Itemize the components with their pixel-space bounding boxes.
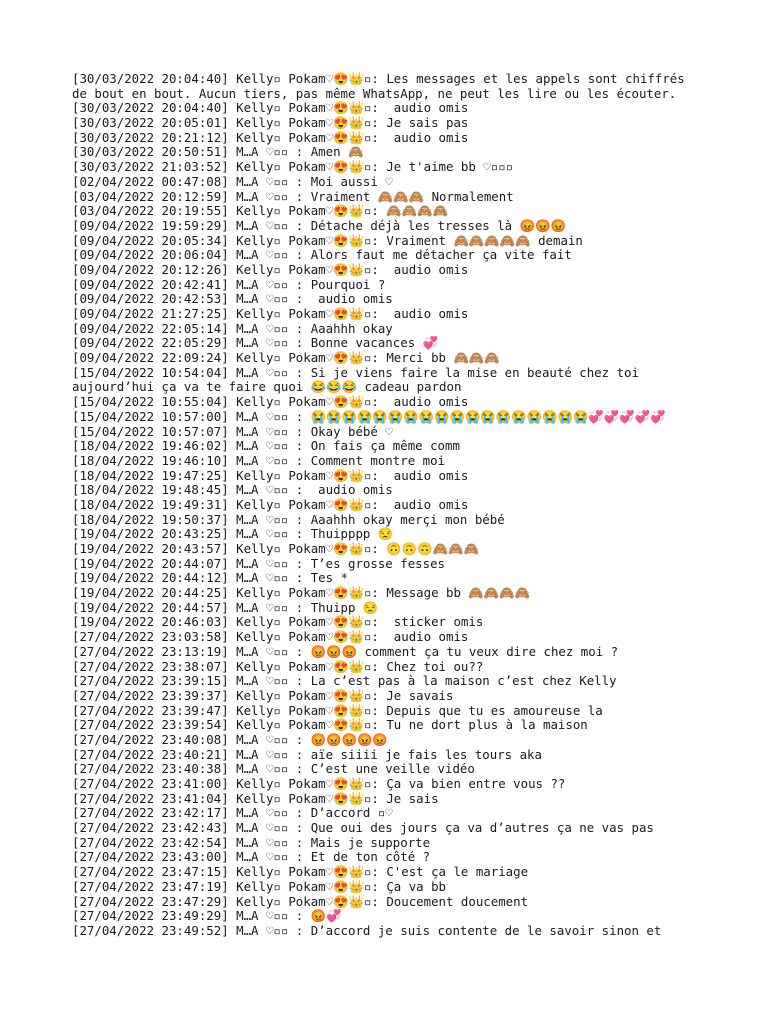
transcript-line: [09/04/2022 20:12:26] Kelly▫ Pokam♡😍👑▫: audio omis <box>72 262 469 277</box>
transcript-line: [18/04/2022 19:49:31] Kelly▫ Pokam♡😍👑▫: audio omis <box>72 497 469 512</box>
transcript-line: [18/04/2022 19:50:37] M…A ♡▫▫ : Aaahhh okay merçi mon bébé <box>72 512 505 527</box>
transcript-line: [30/03/2022 20:05:01] Kelly▫ Pokam♡😍👑▫: Je sais pas <box>72 116 469 131</box>
transcript-line: [19/04/2022 20:44:07] M…A ♡▫▫ : T’es grosse fesses <box>72 556 445 571</box>
transcript-line: [27/04/2022 23:03:58] Kelly▫ Pokam♡😍👑▫: audio omis <box>72 630 469 645</box>
transcript-line: [27/04/2022 23:47:15] Kelly▫ Pokam♡😍👑▫: C'est ça le mariage <box>72 865 529 880</box>
transcript-line: [27/04/2022 23:40:21] M…A ♡▫▫ : aïe siiii je fais les tours aka <box>72 747 542 762</box>
transcript-line: [27/04/2022 23:39:47] Kelly▫ Pokam♡😍👑▫: Depuis que tu es amoureuse la <box>72 703 603 718</box>
transcript-line: [27/04/2022 23:41:04] Kelly▫ Pokam♡😍👑▫: Je sais <box>72 791 439 806</box>
transcript-line: [27/04/2022 23:49:52] M…A ♡▫▫ : D’accord je suis contente de le savoir sinon et <box>72 923 662 938</box>
transcript-line: [27/04/2022 23:42:54] M…A ♡▫▫ : Mais je supporte <box>72 835 431 850</box>
transcript-line: [18/04/2022 19:48:45] M…A ♡▫▫ : audio omis <box>72 483 393 498</box>
transcript-line: [30/03/2022 21:03:52] Kelly▫ Pokam♡😍👑▫: Je t'aime bb ♡▫▫▫ <box>72 160 514 175</box>
transcript-line: [27/04/2022 23:49:29] M…A ♡▫▫ : 😡💞 <box>72 909 342 924</box>
transcript-line: [19/04/2022 20:44:25] Kelly▫ Pokam♡😍👑▫: Message bb 🙈🙈🙈🙈 <box>72 586 531 601</box>
transcript-line: [27/04/2022 23:47:29] Kelly▫ Pokam♡😍👑▫: Doucement doucement <box>72 894 529 909</box>
transcript-line: [09/04/2022 20:05:34] Kelly▫ Pokam♡😍👑▫: Vraiment 🙈🙈🙈🙈🙈 demain <box>72 233 583 248</box>
transcript-line: [27/04/2022 23:42:17] M…A ♡▫▫ : D’accord ▫♡ <box>72 806 393 821</box>
transcript-line: [18/04/2022 19:46:02] M…A ♡▫▫ : On fais ça même comm <box>72 439 460 454</box>
transcript-line: [27/04/2022 23:40:38] M…A ♡▫▫ : C’est une veille vidéo <box>72 762 475 777</box>
transcript-line: [27/04/2022 23:47:19] Kelly▫ Pokam♡😍👑▫: Ça va bb <box>72 879 447 894</box>
transcript-line: [27/04/2022 23:42:43] M…A ♡▫▫ : Que oui des jours ça va d’autres ça ne vas pas <box>72 821 654 836</box>
transcript-line: [09/04/2022 19:59:29] M…A ♡▫▫ : Détache déjà les tresses là 😡😡😡 <box>72 218 566 233</box>
transcript-line: [30/03/2022 20:04:40] Kelly▫ Pokam♡😍👑▫: Les messages et les appels sont chiffrés <box>72 72 685 86</box>
transcript-line: [30/03/2022 20:04:40] Kelly▫ Pokam♡😍👑▫: audio omis <box>72 101 469 116</box>
transcript-line: [27/04/2022 23:39:54] Kelly▫ Pokam♡😍👑▫: Tu ne dort plus à la maison <box>72 718 588 733</box>
transcript-line: aujourd’hui ça va te faire quoi 😂😂😂 cadeau pardon <box>72 380 462 395</box>
transcript-line: [18/04/2022 19:46:10] M…A ♡▫▫ : Comment montre moi <box>72 453 445 468</box>
transcript-line: [19/04/2022 20:43:57] Kelly▫ Pokam♡😍👑▫: 🙃🙃🙃🙈🙈🙈 <box>72 542 479 556</box>
transcript-line: [19/04/2022 20:44:12] M…A ♡▫▫ : Tes * <box>72 571 349 586</box>
transcript-line: [27/04/2022 23:41:00] Kelly▫ Pokam♡😍👑▫: Ça va bien entre vous ?? <box>72 777 566 791</box>
transcript-line: [15/04/2022 10:57:07] M…A ♡▫▫ : Okay bébé ♡ <box>72 424 393 439</box>
transcript-line: [18/04/2022 19:47:25] Kelly▫ Pokam♡😍👑▫: audio omis <box>72 468 469 483</box>
transcript-line: [30/03/2022 20:21:12] Kelly▫ Pokam♡😍👑▫: audio omis <box>72 130 469 145</box>
transcript-line: [09/04/2022 20:42:41] M…A ♡▫▫ : Pourquoi ? <box>72 277 386 292</box>
chat-transcript <box>72 72 700 939</box>
transcript-line: de bout en bout. Aucun tiers, pas même WhatsApp, ne peut les lire ou les écouter. <box>72 86 677 101</box>
transcript-line: [15/04/2022 10:55:04] Kelly▫ Pokam♡😍👑▫: audio omis <box>72 395 469 410</box>
transcript-line: [15/04/2022 10:57:00] M…A ♡▫▫ : 😭😭😭😭😭😭😭😭😭😭😭😭😭😭😭😭😭😭💞💞💞💞💞 <box>72 409 666 424</box>
transcript-line: [30/03/2022 20:50:51] M…A ♡▫▫ : Amen 🙈 <box>72 145 364 160</box>
transcript-line: [27/04/2022 23:43:00] M…A ♡▫▫ : Et de ton côté ? <box>72 850 431 865</box>
transcript-line: [19/04/2022 20:44:57] M…A ♡▫▫ : Thuipp 😒 <box>72 600 379 615</box>
transcript-line: [19/04/2022 20:43:25] M…A ♡▫▫ : Thuipppp 😒 <box>72 527 394 542</box>
transcript-line: [27/04/2022 23:38:07] Kelly▫ Pokam♡😍👑▫: Chez toi ou?? <box>72 659 484 674</box>
transcript-line: [27/04/2022 23:13:19] M…A ♡▫▫ : 😡😡😡 comment ça tu veux dire chez moi ? <box>72 644 619 659</box>
transcript-line: [27/04/2022 23:39:15] M…A ♡▫▫ : La c’est pas à la maison c’est chez Kelly <box>72 674 617 689</box>
transcript-line: [09/04/2022 22:05:14] M…A ♡▫▫ : Aaahhh okay <box>72 321 393 336</box>
transcript-line: [03/04/2022 20:12:59] M…A ♡▫▫ : Vraiment 🙈🙈🙈 Normalement <box>72 189 514 204</box>
transcript-line: [09/04/2022 21:27:25] Kelly▫ Pokam♡😍👑▫: audio omis <box>72 307 469 321</box>
transcript-line: [09/04/2022 22:09:24] Kelly▫ Pokam♡😍👑▫: Merci bb 🙈🙈🙈 <box>72 351 500 366</box>
transcript-line: [19/04/2022 20:46:03] Kelly▫ Pokam♡😍👑▫: sticker omis <box>72 615 484 630</box>
transcript-line: [03/04/2022 20:19:55] Kelly▫ Pokam♡😍👑▫: 🙈🙈🙈🙈 <box>72 204 449 219</box>
transcript-line: [09/04/2022 20:42:53] M…A ♡▫▫ : audio omis <box>72 292 393 307</box>
transcript-line: [27/04/2022 23:40:08] M…A ♡▫▫ : 😡😡😡😡😡 <box>72 732 388 747</box>
transcript-line: [15/04/2022 10:54:04] M…A ♡▫▫ : Si je viens faire la mise en beauté chez toi <box>72 365 639 380</box>
transcript-line: [02/04/2022 00:47:08] M…A ♡▫▫ : Moi aussi ♡ <box>72 174 393 189</box>
transcript-line: [27/04/2022 23:39:37] Kelly▫ Pokam♡😍👑▫: Je savais <box>72 688 454 703</box>
transcript-line: [09/04/2022 22:05:29] M…A ♡▫▫ : Bonne vacances 💞 <box>72 336 439 351</box>
transcript-line: [09/04/2022 20:06:04] M…A ♡▫▫ : Alors faut me détacher ça vite fait <box>72 248 572 263</box>
